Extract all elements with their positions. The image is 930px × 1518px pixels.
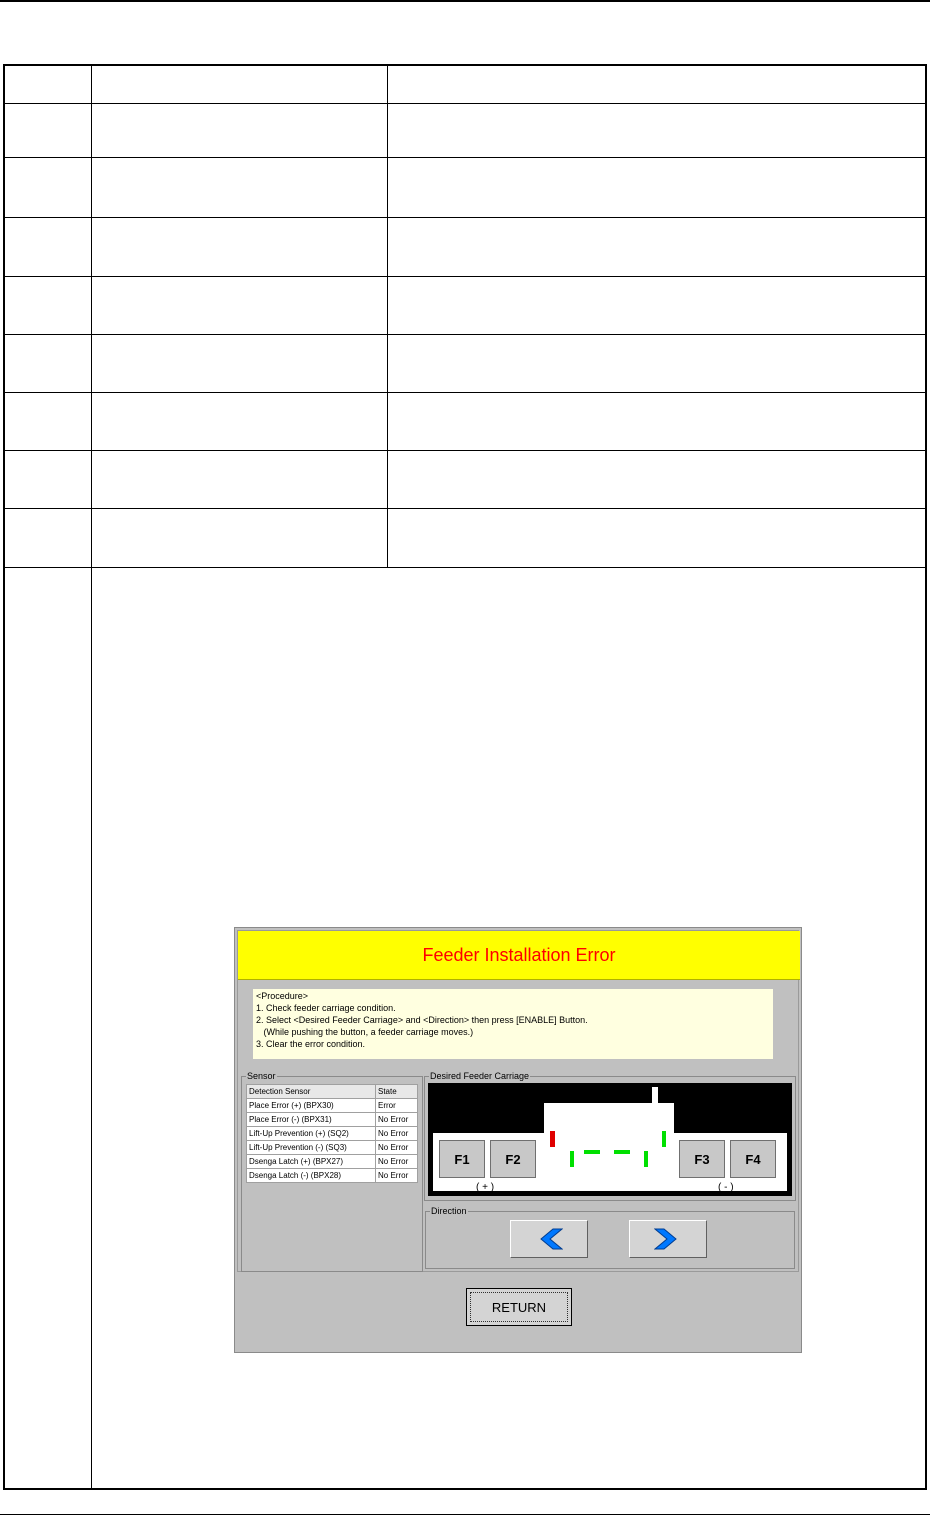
chevron-right-icon xyxy=(654,1228,682,1250)
row-divider xyxy=(5,508,925,509)
procedure-line: <Procedure> xyxy=(256,991,309,1001)
sensor-name: Dsenga Latch (-) (BPX28) xyxy=(247,1169,376,1183)
row-divider xyxy=(5,276,925,277)
sensor-state: No Error xyxy=(376,1127,418,1141)
chevron-left-icon xyxy=(535,1228,563,1250)
procedure-line: 1. Check feeder carriage condition. xyxy=(256,1003,396,1013)
feeder-button-f4[interactable]: F4 xyxy=(730,1140,776,1178)
column-header-state: State xyxy=(376,1085,418,1099)
sensor-state: No Error xyxy=(376,1113,418,1127)
sensor-name: Dsenga Latch (+) (BPX27) xyxy=(247,1155,376,1169)
column-divider xyxy=(91,66,92,1488)
column-header-sensor: Detection Sensor xyxy=(247,1085,376,1099)
row-divider xyxy=(5,103,925,104)
feeder-button-f1[interactable]: F1 xyxy=(439,1140,485,1178)
feeder-installation-error-dialog xyxy=(234,927,802,1353)
error-indicator xyxy=(550,1131,555,1147)
status-indicator xyxy=(614,1150,630,1154)
sensor-group-label: Sensor xyxy=(247,1071,276,1081)
carriage-diagram xyxy=(428,1083,792,1196)
table-row[interactable] xyxy=(247,1169,418,1183)
row-divider xyxy=(5,217,925,218)
row-divider xyxy=(5,567,925,568)
row-divider xyxy=(5,450,925,451)
sensor-state: No Error xyxy=(376,1155,418,1169)
table-header-row xyxy=(247,1085,418,1099)
column-divider xyxy=(387,66,388,567)
plus-direction-label: ( + ) xyxy=(476,1182,495,1193)
sensor-name: Place Error (-) (BPX31) xyxy=(247,1113,376,1127)
carriage-group-label: Desired Feeder Carriage xyxy=(430,1071,530,1081)
row-divider xyxy=(5,157,925,158)
carriage-post xyxy=(652,1087,658,1105)
return-button[interactable] xyxy=(466,1288,572,1326)
status-indicator xyxy=(584,1150,600,1154)
dialog-title: Feeder Installation Error xyxy=(238,931,800,980)
feeder-button-f3[interactable]: F3 xyxy=(679,1140,725,1178)
status-indicator xyxy=(570,1151,574,1167)
table-row[interactable] xyxy=(247,1113,418,1127)
sensor-name: Lift-Up Prevention (+) (SQ2) xyxy=(247,1127,376,1141)
bottom-rule xyxy=(0,1514,930,1515)
row-divider xyxy=(5,334,925,335)
direction-left-button[interactable] xyxy=(510,1220,588,1258)
minus-direction-label: ( - ) xyxy=(718,1182,734,1193)
top-rule xyxy=(0,0,930,2)
row-divider xyxy=(5,392,925,393)
focus-ring xyxy=(470,1292,568,1322)
table-row[interactable] xyxy=(247,1141,418,1155)
table-row[interactable] xyxy=(247,1155,418,1169)
procedure-box xyxy=(253,989,773,1059)
sensor-name: Place Error (+) (BPX30) xyxy=(247,1099,376,1113)
table-row[interactable] xyxy=(247,1127,418,1141)
sensor-state: No Error xyxy=(376,1169,418,1183)
direction-group-label: Direction xyxy=(431,1206,467,1216)
sensor-state: No Error xyxy=(376,1141,418,1155)
procedure-line: 2. Select <Desired Feeder Carriage> and <Direction> then press [ENABLE] Button. xyxy=(256,1015,588,1025)
table-row[interactable] xyxy=(247,1099,418,1113)
sensor-table xyxy=(246,1084,418,1183)
sensor-state: Error xyxy=(376,1099,418,1113)
return-button-label: RETURN xyxy=(491,1299,547,1315)
carriage-center-block xyxy=(544,1103,674,1135)
direction-group xyxy=(425,1206,795,1269)
direction-right-button[interactable] xyxy=(629,1220,707,1258)
feeder-button-f2[interactable]: F2 xyxy=(490,1140,536,1178)
procedure-line: 3. Clear the error condition. xyxy=(256,1039,366,1049)
status-indicator xyxy=(662,1131,666,1147)
procedure-line: (While pushing the button, a feeder carriage moves.) xyxy=(256,1027,474,1037)
status-indicator xyxy=(644,1151,648,1167)
sensor-name: Lift-Up Prevention (-) (SQ3) xyxy=(247,1141,376,1155)
